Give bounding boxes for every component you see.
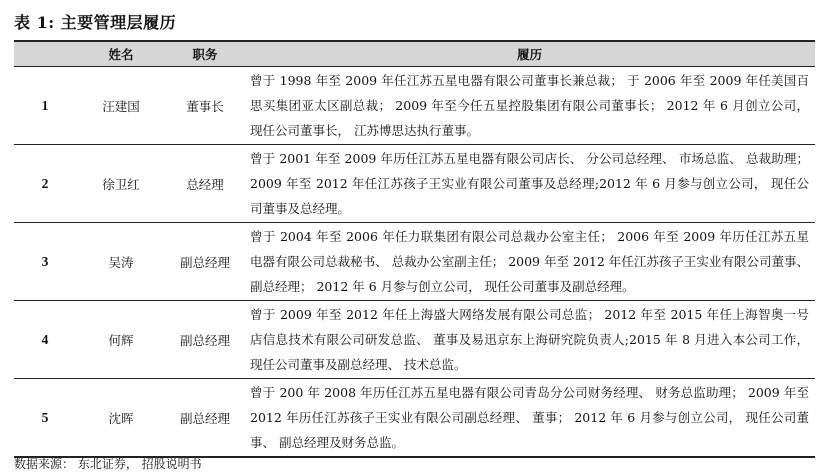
header-bio: 履历	[244, 41, 815, 67]
table-row	[14, 379, 815, 458]
table-row	[14, 301, 815, 379]
data-source-note: 数据来源： 东北证券， 招股说明书	[14, 457, 202, 471]
table-row	[14, 67, 815, 145]
row-position: 董事长	[166, 67, 244, 145]
row-bio: 曾于 2001 年至 2009 年历任江苏五星电器有限公司店长、 分公司总经理、 市场总监、 总裁助理； 2009 年至 2012 年任江苏孩子王实业有限公司董事及总经理;2012 年 6 月参与创立公司， 现任公司董事及总经理。	[244, 145, 815, 223]
row-index: 1	[14, 67, 76, 145]
row-bio: 曾于 2004 年至 2006 年任力联集团有限公司总裁办公室主任； 2006 年至 2009 年历任江苏五星电器有限公司总裁秘书、 总裁办公室副主任； 2009 年至 2012 年任江苏孩子王实业有限公司董事、 副总经理； 2012 年 6 月参与创立公司， 现任公司董事及副总经理。	[244, 223, 815, 301]
row-name: 汪建国	[76, 67, 166, 145]
row-name: 吴涛	[76, 223, 166, 301]
row-bio: 曾于 2009 年至 2012 年任上海盛大网络发展有限公司总监； 2012 年至 2015 年任上海智奥一号店信息技术有限公司研发总监、 董事及易迅京东上海研究院负责人;2015 年 8 月进入本公司工作， 现任公司董事及副总经理、 技术总监。	[244, 301, 815, 379]
row-index: 5	[14, 379, 76, 458]
row-name: 沈晖	[76, 379, 166, 458]
row-position: 副总经理	[166, 301, 244, 379]
table-header-row	[14, 41, 815, 67]
row-index: 3	[14, 223, 76, 301]
row-name: 徐卫红	[76, 145, 166, 223]
header-name: 姓名	[76, 41, 166, 67]
header-index	[14, 41, 76, 67]
row-bio: 曾于 1998 年至 2009 年任江苏五星电器有限公司董事长兼总裁； 于 2006 年至 2009 年任美国百思买集团亚太区副总裁； 2009 年至今任五星控股集团有限公司董事长； 2012 年 6 月创立公司， 现任公司董事长， 江苏博思达执行董事。	[244, 67, 815, 145]
row-index: 4	[14, 301, 76, 379]
row-position: 副总经理	[166, 379, 244, 458]
table-title: 表 1: 主要管理层履历	[14, 13, 177, 32]
row-position: 总经理	[166, 145, 244, 223]
management-table	[14, 40, 815, 458]
row-index: 2	[14, 145, 76, 223]
row-name: 何辉	[76, 301, 166, 379]
management-table-container	[14, 40, 815, 458]
row-bio: 曾于 200 年 2008 年历任江苏五星电器有限公司青岛分公司财务经理、 财务总监助理； 2009 年至 2012 年历任江苏孩子王实业有限公司副总经理、 董事； 2012 年 6 月参与创立公司， 现任公司董事、 副总经理及财务总监。	[244, 379, 815, 458]
header-position: 职务	[166, 41, 244, 67]
table-row	[14, 145, 815, 223]
table-row	[14, 223, 815, 301]
row-position: 副总经理	[166, 223, 244, 301]
